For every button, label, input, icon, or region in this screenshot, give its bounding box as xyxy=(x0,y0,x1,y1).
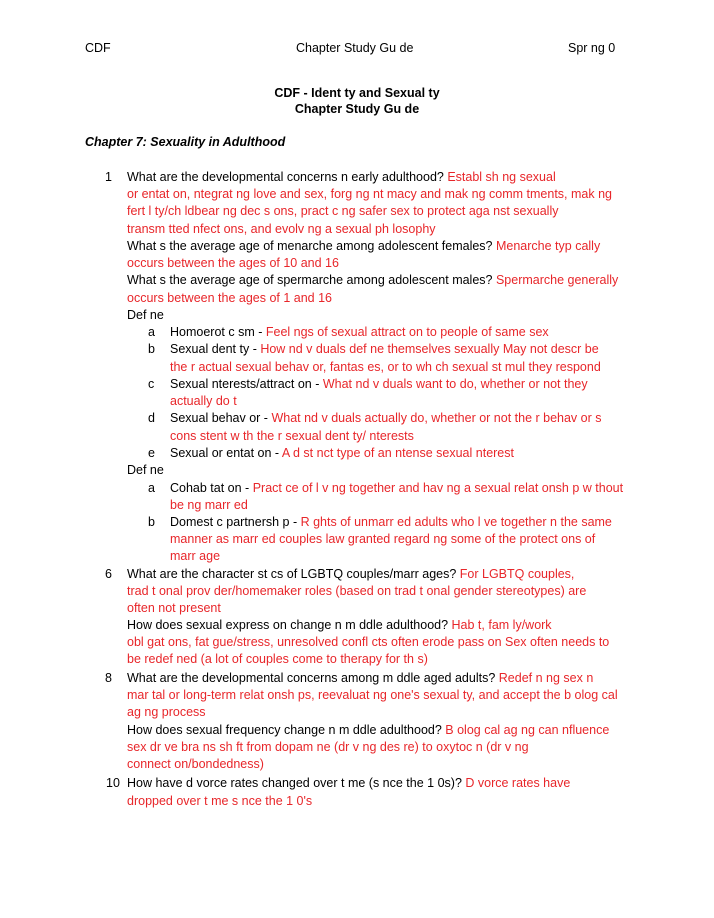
question-text: Def ne xyxy=(127,308,164,322)
header-right: Spr ng 0 xyxy=(568,41,616,55)
answer-text: Menarche typ cally xyxy=(495,239,601,253)
question-number: 1 xyxy=(105,170,112,184)
answer-text: dropped over t me s nce the 1 0's xyxy=(127,794,313,808)
answer-text: B olog cal ag ng can nfluence xyxy=(445,723,610,737)
answer-text: Redef n ng sex n xyxy=(498,671,594,685)
guide-line xyxy=(127,186,612,203)
question-text: What are the developmental concerns among m ddle aged adults? xyxy=(127,671,499,685)
header-center: Chapter Study Gu de xyxy=(296,41,414,55)
guide-line xyxy=(127,793,312,810)
answer-text: cons stent w th the r sexual dent ty/ nterests xyxy=(170,429,414,443)
chapter-heading: Chapter 7: Sexuality in Adulthood xyxy=(85,135,286,149)
guide-line xyxy=(127,169,556,186)
guide-line xyxy=(127,775,570,792)
question-text: How does sexual frequency change n m ddle adulthood? xyxy=(127,723,446,737)
sub-item-line xyxy=(170,480,623,497)
sub-item-line xyxy=(170,376,588,393)
answer-text: be redef ned (a lot of couples come to therapy for th s) xyxy=(127,652,428,666)
guide-line xyxy=(170,393,237,410)
question-text: What are the developmental concerns n early adulthood? xyxy=(127,170,448,184)
answer-text: be ng marr ed xyxy=(170,498,248,512)
answer-text: Hab t, fam ly/work xyxy=(451,618,552,632)
guide-line xyxy=(127,203,558,220)
sub-item-line xyxy=(170,341,599,358)
question-text: How have d vorce rates changed over t me (s nce the 1 0s)? xyxy=(127,776,466,790)
question-text: Sexual dent ty - xyxy=(170,342,261,356)
answer-text: R ghts of unmarr ed adults who l ve together n the same xyxy=(300,515,612,529)
question-text: What s the average age of menarche among adolescent females? xyxy=(127,239,496,253)
guide-line xyxy=(127,583,586,600)
answer-text: D vorce rates have xyxy=(465,776,571,790)
guide-line xyxy=(127,651,428,668)
answer-text: actually do t xyxy=(170,394,237,408)
sub-item-line xyxy=(170,410,602,427)
sub-item-letter: d xyxy=(148,411,155,425)
question-number: 6 xyxy=(105,567,112,581)
answer-text: fert l ty/ch ldbear ng dec s ons, pract c ng safer sex to protect aga nst sexually xyxy=(127,204,559,218)
answer-text: Feel ngs of sexual attract on to people of same sex xyxy=(265,325,549,339)
answer-text: For LGBTQ couples, xyxy=(459,567,575,581)
sub-item-line xyxy=(170,324,549,341)
guide-line xyxy=(127,307,164,324)
answer-text: A d st nct type of an ntense sexual nterest xyxy=(281,446,514,460)
sub-item-letter: a xyxy=(148,481,155,495)
answer-text: or entat on, ntegrat ng love and sex, forg ng nt macy and mak ng comm tments, mak ng xyxy=(127,187,612,201)
question-text: What are the character st cs of LGBTQ couples/marr ages? xyxy=(127,567,460,581)
question-text: Domest c partnersh p - xyxy=(170,515,301,529)
guide-line xyxy=(170,428,414,445)
question-text: Sexual behav or - xyxy=(170,411,272,425)
answer-text: occurs between the ages of 1 and 16 xyxy=(127,291,333,305)
guide-line xyxy=(127,255,339,272)
answer-text: transm tted nfect ons, and evolv ng a sexual ph losophy xyxy=(127,222,436,236)
answer-text: manner as marr ed couples law granted regard ng some of the protect ons of xyxy=(170,532,596,546)
question-text: Def ne xyxy=(127,463,164,477)
guide-line xyxy=(127,722,609,739)
guide-line xyxy=(170,548,220,565)
question-text: Homoerot c sm - xyxy=(170,325,266,339)
question-text: How does sexual express on change n m ddle adulthood? xyxy=(127,618,452,632)
answer-text: What nd v duals want to do, whether or not they xyxy=(322,377,588,391)
sub-item-line xyxy=(170,445,514,462)
answer-text: occurs between the ages of 10 and 16 xyxy=(127,256,339,270)
guide-line xyxy=(127,272,618,289)
header-left: CDF xyxy=(85,41,111,55)
answer-text: marr age xyxy=(170,549,221,563)
answer-text: mar tal or long-term relat onsh ps, reevaluat ng one's sexual ty, and accept the b olog cal xyxy=(127,688,618,702)
answer-text: sex dr ve bra ns sh ft from dopam ne (dr v ng des re) to oxytoc n (dr v ng xyxy=(127,740,529,754)
answer-text: often not present xyxy=(127,601,221,615)
guide-line xyxy=(127,670,593,687)
answer-text: trad t onal prov der/homemaker roles (based on trad t onal gender stereotypes) are xyxy=(127,584,587,598)
guide-line xyxy=(127,238,600,255)
guide-line xyxy=(127,600,221,617)
sub-item-letter: a xyxy=(148,325,155,339)
answer-text: Spermarche generally xyxy=(495,273,619,287)
sub-item-letter: b xyxy=(148,515,155,529)
answer-text: Pract ce of l v ng together and hav ng a sexual relat onsh p w thout xyxy=(252,481,624,495)
guide-line xyxy=(170,497,248,514)
guide-line xyxy=(127,704,206,721)
guide-line xyxy=(127,756,264,773)
question-text: Cohab tat on - xyxy=(170,481,253,495)
answer-text: Establ sh ng sexual xyxy=(447,170,556,184)
sub-item-line xyxy=(170,514,612,531)
guide-line xyxy=(127,634,609,651)
guide-line xyxy=(127,290,332,307)
answer-text: What nd v duals actually do, whether or not the r behav or s xyxy=(271,411,602,425)
sub-item-letter: b xyxy=(148,342,155,356)
answer-text: How nd v duals def ne themselves sexually May not descr be xyxy=(260,342,599,356)
guide-line xyxy=(170,531,595,548)
guide-line xyxy=(127,739,529,756)
question-text: Sexual nterests/attract on - xyxy=(170,377,323,391)
answer-text: the r actual sexual behav or, fantas es, or to wh ch sexual st mul they respond xyxy=(170,360,601,374)
sub-item-letter: e xyxy=(148,446,155,460)
document-title: CDF - Ident ty and Sexual ty xyxy=(274,86,440,100)
question-text: What s the average age of spermarche among adolescent males? xyxy=(127,273,496,287)
guide-line xyxy=(127,617,552,634)
answer-text: obl gat ons, fat gue/stress, unresolved confl cts often erode pass on Sex often needs to xyxy=(127,635,610,649)
answer-text: ag ng process xyxy=(127,705,206,719)
guide-line xyxy=(127,566,574,583)
document-subtitle: Chapter Study Gu de xyxy=(294,102,420,116)
question-number: 8 xyxy=(105,671,112,685)
question-number: 10 xyxy=(106,776,120,790)
sub-item-letter: c xyxy=(148,377,155,391)
question-text: Sexual or entat on - xyxy=(170,446,282,460)
guide-line xyxy=(127,221,436,238)
guide-line xyxy=(127,687,618,704)
answer-text: connect on/bondedness) xyxy=(127,757,264,771)
guide-line xyxy=(170,359,601,376)
guide-line xyxy=(127,462,164,479)
